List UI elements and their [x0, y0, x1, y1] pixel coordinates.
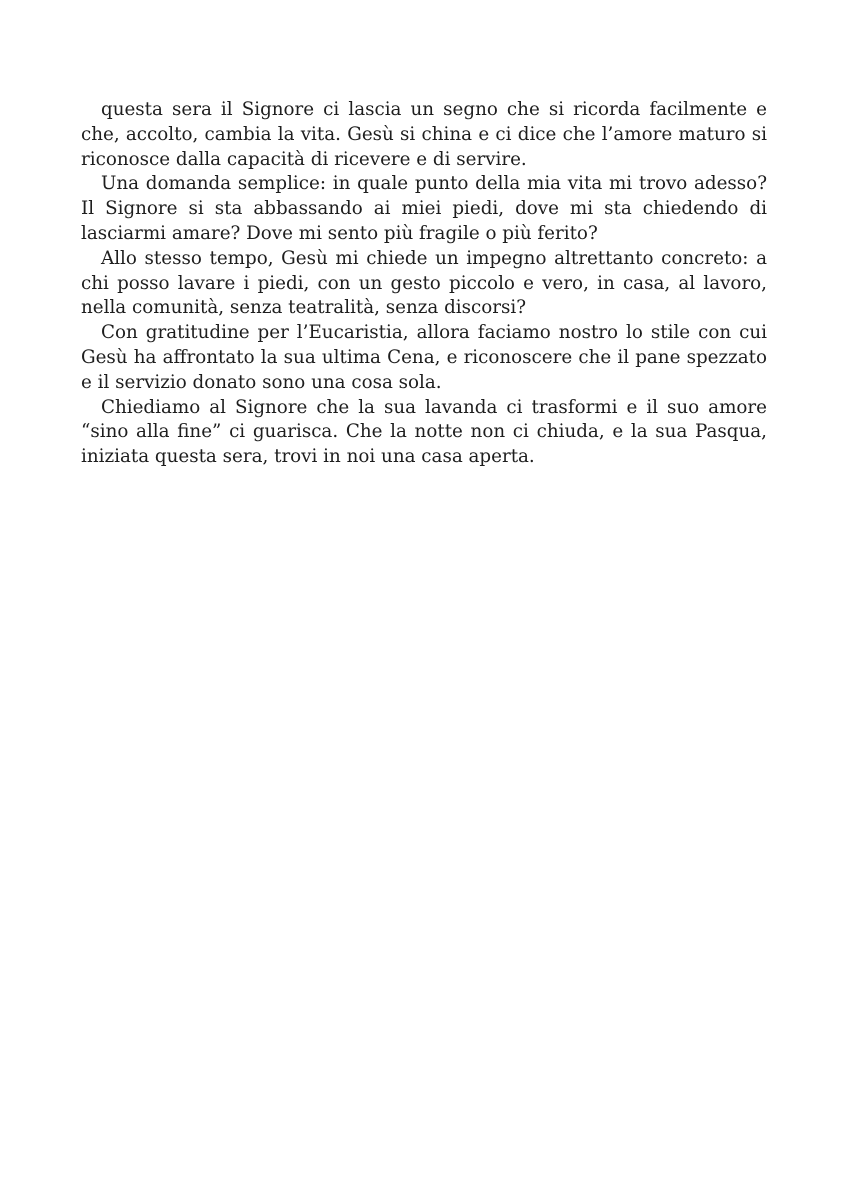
paragraph: questa sera il Signore ci lascia un segno che si ricorda facilmente e che, accolto, cambia la vita. Gesù si china e ci dice che l’amore maturo si riconosce dalla capacità di ricevere e di servire. [81, 99, 767, 170]
document-body [81, 98, 767, 470]
paragraph: Con gratitudine per l’Eucaristia, allora faciamo nostro lo stile con cui Gesù ha affrontato la sua ultima Cena, e riconoscere che il pane spezzato e il servizio donato sono una cosa sola. [81, 322, 767, 393]
paragraph: Chiediamo al Signore che la sua lavanda ci trasformi e il suo amore “sino alla fine” ci guarisca. Che la notte non ci chiuda, e la sua Pasqua, iniziata questa sera, trovi in noi una casa aperta. [81, 396, 767, 468]
paragraph: Una domanda semplice: in quale punto della mia vita mi trovo adesso? Il Signore si sta abbassando ai miei piedi, dove mi sta chiedendo di lasciarmi amare? Dove mi sento più fragile o più ferito? [81, 173, 767, 244]
paragraph: Allo stesso tempo, Gesù mi chiede un impegno altrettanto concreto: a chi posso lavare i piedi, con un gesto piccolo e vero, in casa, al lavoro, nella comunità, senza teatralità, senza discorsi? [81, 247, 767, 319]
